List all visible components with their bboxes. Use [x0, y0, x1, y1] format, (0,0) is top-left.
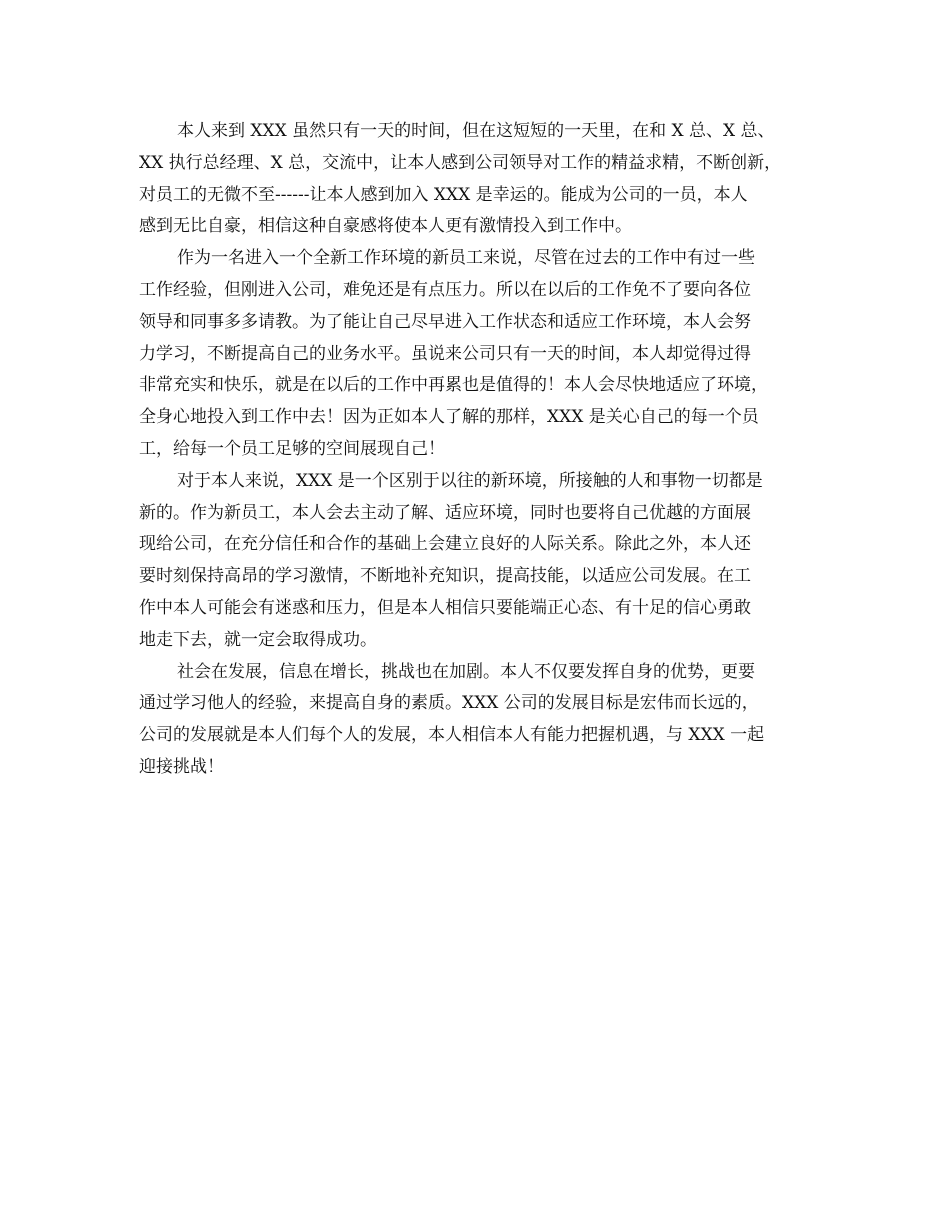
text-line: XX 执行总经理、X 总，交流中，让本人感到公司领导对工作的精益求精，不断创新， — [139, 152, 782, 173]
text-line: 新的。作为新员工，本人会去主动了解、适应环境，同时也要将自己优越的方面展 — [139, 502, 751, 523]
text-line: 对员工的无微不至------让本人感到加入 XXX 是幸运的。能成为公司的一员，本人 — [139, 184, 748, 205]
text-line: 作为一名进入一个全新工作环境的新员工来说，尽管在过去的工作中有过一些 — [177, 248, 755, 269]
text-line: 迎接挑战！ — [139, 756, 224, 777]
text-line: 感到无比自豪，相信这种自豪感将使本人更有激情投入到工作中。 — [139, 216, 632, 237]
paragraph-3 — [139, 466, 819, 657]
text-line: 要时刻保持高昂的学习激情，不断地补充知识，提高技能，以适应公司发展。在工 — [139, 566, 751, 587]
paragraph-4 — [139, 657, 819, 784]
text-line: 通过学习他人的经验，来提高自身的素质。XXX 公司的发展目标是宏伟而长远的， — [139, 693, 759, 714]
text-line: 对于本人来说，XXX 是一个区别于以往的新环境，所接触的人和事物一切都是 — [177, 470, 763, 491]
text-line: 领导和同事多多请教。为了能让自己尽早进入工作状态和适应工作环境，本人会努 — [139, 311, 751, 332]
text-line: 公司的发展就是本人们每个人的发展，本人相信本人有能力把握机遇，与 XXX 一起 — [139, 725, 765, 746]
document-body — [139, 116, 819, 784]
text-line: 作中本人可能会有迷惑和压力，但是本人相信只要能端正心态、有十足的信心勇敢 — [139, 597, 751, 618]
paragraph-2 — [139, 243, 819, 466]
text-line: 地走下去，就一定会取得成功。 — [139, 629, 377, 650]
text-line: 工作经验，但刚进入公司，难免还是有点压力。所以在以后的工作免不了要向各位 — [139, 279, 751, 300]
text-line: 现给公司，在充分信任和合作的基础上会建立良好的人际关系。除此之外，本人还 — [139, 534, 751, 555]
paragraph-1 — [139, 116, 819, 243]
text-line: 社会在发展，信息在增长，挑战也在加剧。本人不仅要发挥自身的优势，更要 — [177, 661, 755, 682]
text-line: 本人来到 XXX 虽然只有一天的时间，但在这短短的一天里，在和 X 总、X 总、 — [177, 121, 775, 141]
text-line: 非常充实和快乐，就是在以后的工作中再累也是值得的！本人会尽快地适应了环境， — [139, 375, 768, 396]
text-line: 工，给每一个员工足够的空间展现自己！ — [139, 438, 445, 459]
text-line: 全身心地投入到工作中去！因为正如本人了解的那样，XXX 是关心自己的每一个员 — [139, 407, 759, 428]
text-line: 力学习，不断提高自己的业务水平。虽说来公司只有一天的时间，本人却觉得过得 — [139, 343, 751, 364]
